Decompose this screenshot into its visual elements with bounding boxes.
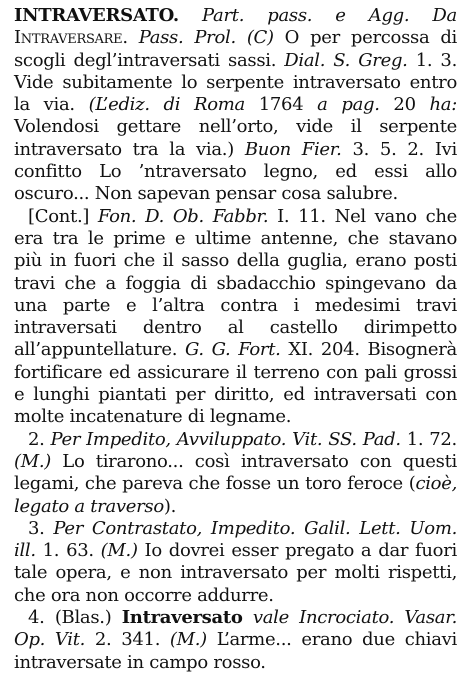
sense-number: 2. (28, 428, 51, 450)
quotation-text: L’arme... erano due chiavi intraversate in campo rosso. (14, 629, 458, 673)
source-citation: Vit. SS. Pad. (292, 428, 401, 450)
quotation-text: I. 11. Nel vano che era tra le prime e ultime antenne, che stavano più in fuori che il sasso della guglia, erano posti travi che a foggia di sbadacchio spingevano da una parte e l’altra contra i medesimi travi intraversati dentro al castello dirimpetto all’appuntellature. (14, 205, 458, 361)
sense-3-paragraph (14, 518, 457, 607)
source-citation: Galil. Lett. Uom. ill. (14, 517, 458, 562)
sense-definition: Per Impedito, Avviluppato. (50, 428, 287, 450)
editorial-note: ha: (429, 94, 458, 116)
sense-2-paragraph (14, 429, 457, 518)
sense-term: Intraversato (121, 607, 243, 629)
etymology: Intraversare (14, 27, 123, 49)
quotation-text: 1. 3. Vide subitamente lo serpente intraversato entro la via. (14, 49, 457, 116)
space (394, 607, 404, 628)
entry-headword: INTRAVERSATO. (14, 5, 179, 26)
sense-number: 3. (28, 517, 54, 539)
quotation-text: Io dovrei esser pregato a dar fuori tale opera, e non intraversato per molti rispetti, che ora non occorre addurre. (14, 540, 457, 606)
quotation-text: 3. 5. 2. Ivi confitto Lo ’ntraversato legno, ed essi allo oscuro... Non sapevan pensar cosa salubre. (14, 138, 457, 205)
punct: ). (163, 495, 177, 517)
sense-4-paragraph (14, 607, 457, 674)
source-citation: G. G. Fort. (184, 339, 281, 361)
citation-ref: 2. 341. (85, 629, 170, 651)
editorial-note: a pag. (317, 94, 380, 116)
space (295, 518, 304, 539)
gloss: cioè, legato a traverso (14, 473, 457, 517)
editorial-note: (L’ediz. di Roma (88, 94, 245, 116)
source-code: (C) (246, 27, 274, 49)
sense-number: 4. (Blas.) (28, 607, 122, 629)
source-code: (M.) (100, 540, 138, 562)
punct: . (122, 27, 139, 49)
entry-paragraph-cont (14, 206, 457, 429)
sense-definition: Per Contrastato, Impedito. (53, 517, 296, 539)
source-citation: Pass. Prol. (138, 27, 236, 49)
grammar-label: Part. pass. e Agg. Da (178, 5, 457, 26)
source-code: (M.) (14, 450, 51, 472)
sense-definition: vale Incrociato. (242, 607, 395, 629)
citation-ref: 1. 72. (400, 428, 457, 450)
quotation-text: XI. 204. Bisognerà fortificare ed assicurare il terreno con pali grossi e lunghi piantati per diritto, ed intraversati con molte incatenature di legname. (14, 339, 457, 428)
editorial-note-year: 1764 (244, 94, 318, 116)
source-citation: Vasar. Op. Vit. (14, 607, 457, 651)
source-citation: Dial. S. Greg. (284, 49, 408, 71)
source-citation: Fon. D. Ob. Fabbr. (97, 205, 269, 227)
page-number: 20 (379, 94, 430, 116)
entry-paragraph-main (14, 5, 457, 206)
quotation-text: Volendosi gettare nell’orto, vide il serpente intraversato tra la via.) (14, 116, 457, 160)
source-citation: Buon Fier. (244, 138, 342, 160)
dictionary-entry-intraversato (14, 5, 457, 674)
source-code: (M.) (169, 629, 207, 651)
cont-label: [Cont.] (28, 205, 98, 227)
quotation-text: O per percossa di scogli degl’intraversati sassi. (14, 27, 458, 71)
space (236, 27, 247, 48)
quotation-text: Lo tirarono... così intraversato con questi legami, che pareva che fosse un toro feroce ( (14, 450, 457, 495)
citation-ref: 1. 63. (35, 540, 101, 562)
